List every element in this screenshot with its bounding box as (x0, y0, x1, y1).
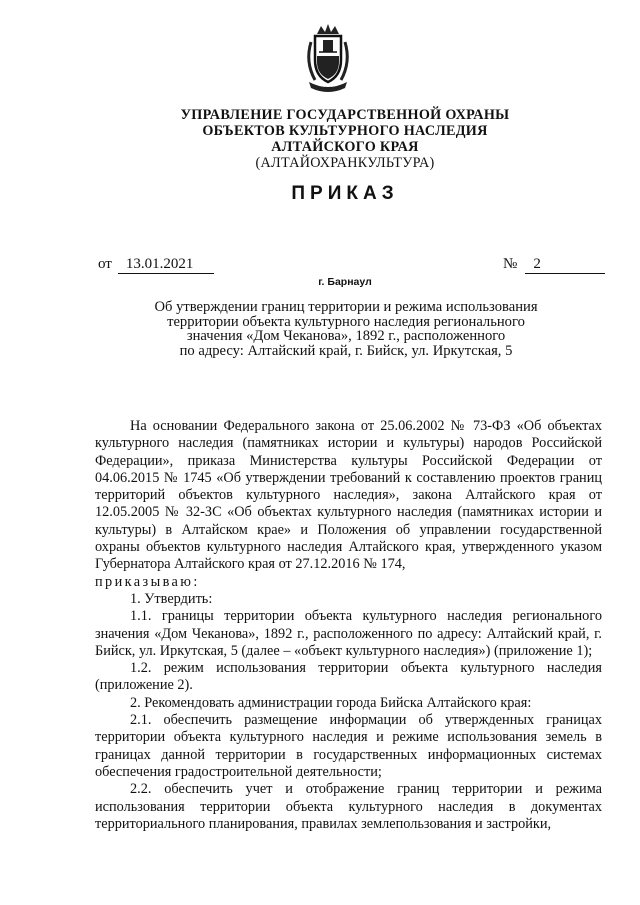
org-name-line-3: АЛТАЙСКОГО КРАЯ (271, 139, 419, 155)
clause-1-1: 1.1. границы территории объекта культурного наследия регионального значения «Дом Чеканова», 1892 г., расположенного по адресу: Алтайский край, г. Бийск, ул. Иркутская, 5 (далее – «объект культурного наследия») (приложение 1); (95, 608, 602, 659)
number-field (503, 256, 605, 274)
organization-header (0, 107, 640, 171)
clause-1: 1. Утвердить: (130, 590, 213, 607)
clause-2: 2. Рекомендовать администрации города Бийска Алтайского края: (130, 694, 532, 711)
document-body (95, 418, 602, 833)
document-type-title: ПРИКАЗ (291, 183, 399, 204)
city-label: г. Барнаул (318, 276, 372, 288)
org-name-line-1: УПРАВЛЕНИЕ ГОСУДАРСТВЕННОЙ ОХРАНЫ (180, 107, 510, 123)
subject-line: территории объекта культурного наследия регионального (167, 313, 525, 330)
coat-of-arms-emblem (301, 22, 355, 94)
date-field (98, 256, 214, 274)
subject-line: по адресу: Алтайский край, г. Бийск, ул. Иркутская, 5 (179, 342, 513, 359)
preamble-paragraph: На основании Федерального закона от 25.06.2002 № 73-ФЗ «Об объектах культурного наследия (памятниках истории и культуры) народов Российской Федерации», приказа Министерства культуры Российской Федерации от 04.06.2015 № 1745 «Об утверждении требований к составлению проектов границ территорий объектов культурного наследия», закона Алтайского края от 12.05.2005 № 32-ЗС «Об объектах культурного наследия (памятниках истории и культуры) в Алтайском крае» и Положения об управлении государственной охраны объектов культурного наследия Алтайского края, утвержденного указом Губернатора Алтайского края от 27.12.2016 № 174, (95, 418, 602, 573)
date-value: 13.01.2021 (118, 256, 214, 274)
order-word: приказываю: (95, 573, 200, 590)
org-name-abbreviation: (АЛТАЙОХРАНКУЛЬТУРА) (255, 155, 435, 171)
subject-line: значения «Дом Чеканова», 1892 г., расположенного (186, 328, 506, 344)
clause-2-1: 2.1. обеспечить размещение информации об утвержденных границах территории объекта культурного наследия и режиме использования земель в границах данной территории в государственных информационных системах обеспечения градостроительной деятельности; (95, 712, 602, 780)
number-prefix: № (503, 256, 518, 272)
date-prefix: от (98, 256, 112, 272)
clause-2-2: 2.2. обеспечить учет и отображение границ территории и режима использования территории объекта культурного наследия в документах территориального планирования, правилах землепользования и застройки, (95, 781, 602, 832)
subject-line: Об утверждении границ территории и режима использования (154, 299, 538, 315)
document-subject (140, 300, 552, 358)
org-name-line-2: ОБЪЕКТОВ КУЛЬТУРНОГО НАСЛЕДИЯ (202, 123, 488, 139)
clause-1-2: 1.2. режим использования территории объекта культурного наследия (приложение 2). (95, 660, 602, 694)
number-value: 2 (525, 256, 605, 274)
